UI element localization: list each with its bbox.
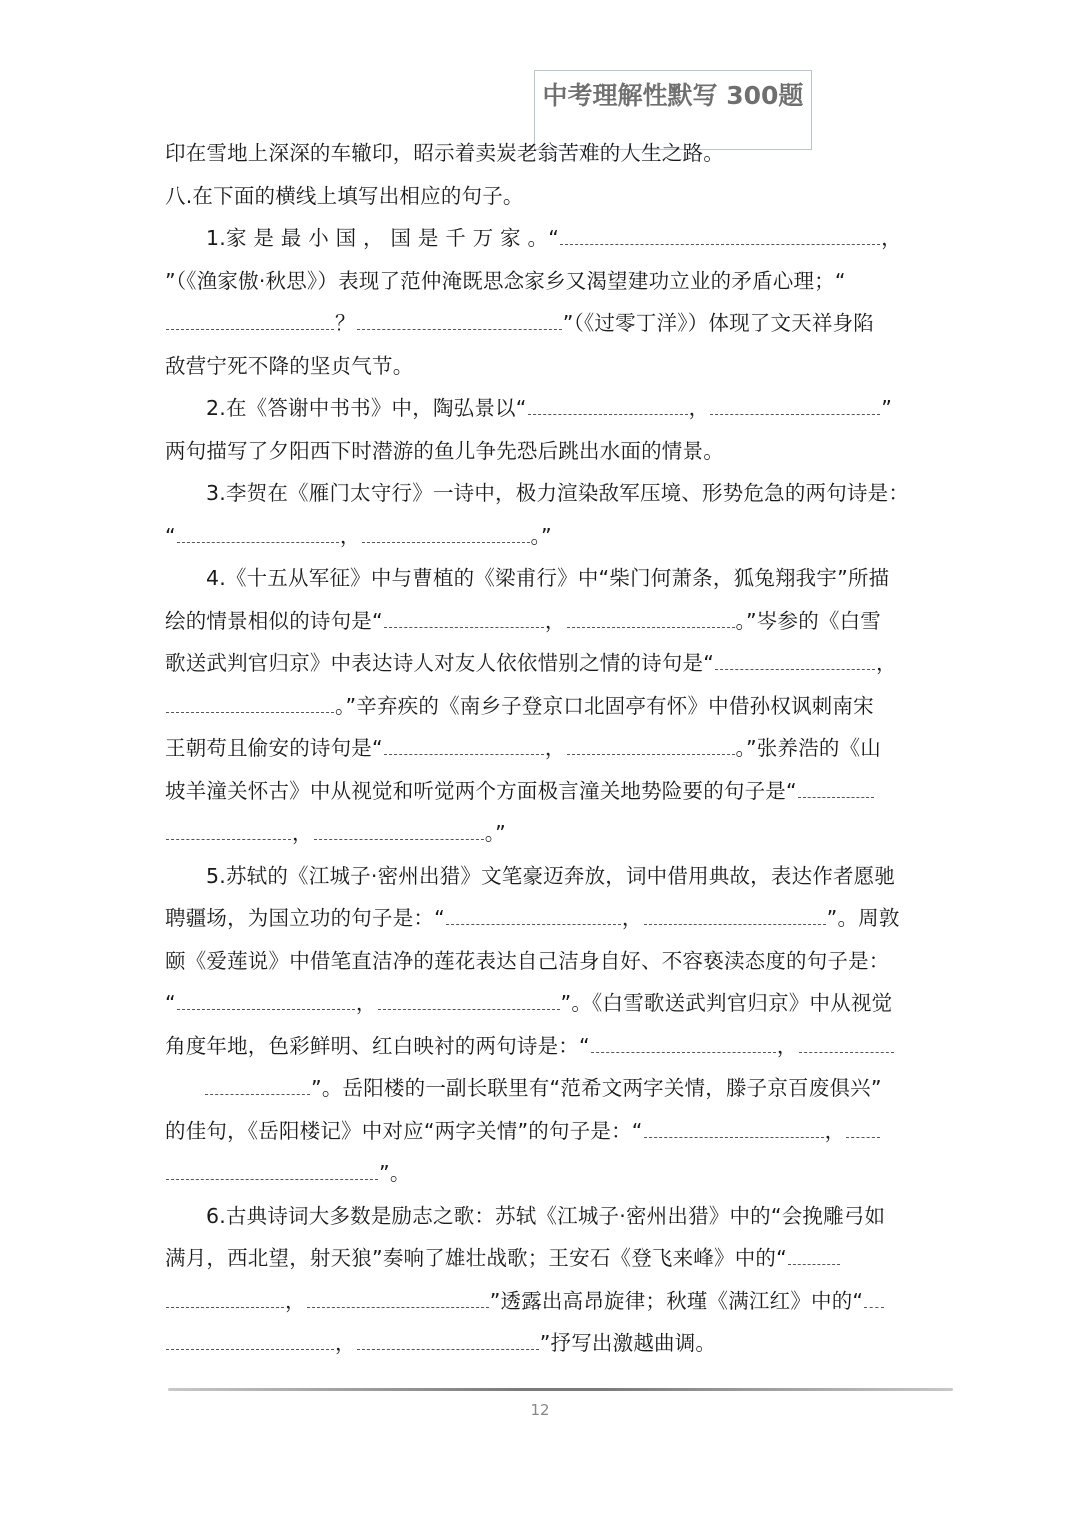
text: 。”辛弃疾的《南乡子登京口北固亭有怀》中借孙权讽刺南宋 <box>335 693 874 718</box>
question-4-line <box>165 642 920 685</box>
answer-blank[interactable] <box>384 732 544 755</box>
text: ”（《渔家傲·秋思》）表现了范仲淹既思念家乡又渴望建功立业的矛盾心理；“ <box>165 268 846 293</box>
text: 。”张养浩的《山 <box>735 736 882 760</box>
text: 绘的情景相似的诗句是“ <box>165 608 383 633</box>
text: ， <box>339 523 361 548</box>
question-4: 4.《十五从军征》中与曹植的《梁甫行》中“柴门何萧条，狐兔翔我宇”所描 <box>206 566 890 590</box>
answer-blank[interactable] <box>591 1030 776 1053</box>
answer-blank[interactable] <box>177 520 339 543</box>
text: ”。 <box>379 1161 411 1185</box>
question-6-line <box>165 1237 920 1280</box>
text: ”。《白雪歌送武判官归京》中从视觉 <box>560 991 893 1015</box>
text: 王朝苟且偷安的诗句是“ <box>165 736 383 760</box>
answer-blank[interactable] <box>378 987 560 1010</box>
question-4-line <box>165 770 920 813</box>
text: ”抒写出激越曲调。 <box>539 1331 717 1355</box>
answer-blank[interactable] <box>357 1327 539 1350</box>
question-1-line <box>165 260 920 303</box>
text: 1.家 是 最 小 国 ， 国 是 千 万 家 。“ <box>206 226 560 250</box>
answer-blank[interactable] <box>166 1327 334 1350</box>
question-5-line <box>165 1152 920 1195</box>
question-5-line <box>165 1110 920 1153</box>
question-5-line: 颐《爱莲说》中借笔直洁净的莲花表达自己洁身自好、不容亵渎态度的句子是： <box>165 948 890 973</box>
answer-blank[interactable] <box>644 902 826 925</box>
text: “ <box>165 991 176 1015</box>
question-1-line: 敌营宁死不降的坚贞气节。 <box>165 353 414 378</box>
text: 。” <box>530 523 552 548</box>
text: ” <box>881 396 893 420</box>
answer-blank[interactable] <box>177 987 355 1010</box>
answer-blank[interactable] <box>362 520 530 543</box>
answer-blank[interactable] <box>567 732 735 755</box>
question-1-line <box>165 302 920 345</box>
text: ， <box>881 226 902 250</box>
question-5-line <box>165 897 920 940</box>
answer-blank[interactable] <box>357 307 562 330</box>
text: 角度年地，色彩鲜明、红白映衬的两句诗是：“ <box>165 1033 590 1058</box>
answer-blank[interactable] <box>560 222 880 245</box>
text: ， <box>292 821 313 845</box>
answer-blank[interactable] <box>799 1030 894 1053</box>
question-5-line <box>165 1025 920 1068</box>
text: ， <box>876 651 897 675</box>
answer-blank[interactable] <box>715 647 875 670</box>
question-4-line <box>165 685 920 728</box>
answer-blank[interactable] <box>788 1242 840 1265</box>
document-body <box>165 132 920 1365</box>
answer-blank[interactable] <box>446 902 621 925</box>
text: ， <box>335 1331 356 1355</box>
page-number: 12 <box>530 1401 550 1419</box>
answer-blank[interactable] <box>166 307 334 330</box>
answer-blank[interactable] <box>846 1115 880 1138</box>
answer-blank[interactable] <box>166 817 291 840</box>
question-1 <box>165 217 920 260</box>
section-heading: 八.在下面的横线上填写出相应的句子。 <box>165 183 524 208</box>
answer-blank[interactable] <box>205 1072 310 1095</box>
answer-blank[interactable] <box>710 392 880 415</box>
text: ， <box>285 1288 306 1313</box>
footer-divider <box>168 1388 953 1391</box>
question-6: 6.古典诗词大多数是励志之歌：苏轼《江城子·密州出猎》中的“会挽雕弓如 <box>206 1203 886 1228</box>
text: 歌送武判官归京》中表达诗人对友人依依惜别之情的诗句是“ <box>165 651 715 675</box>
question-5: 5.苏轼的《江城子·密州出猎》文笔豪迈奔放，词中借用典故，表达作者愿驰 <box>206 863 896 888</box>
question-2-line: 两句描写了夕阳西下时潜游的鱼儿争先恐后跳出水面的情景。 <box>165 438 724 463</box>
text: 满月，西北望，射天狼”奏响了雄壮战歌；王安石《登飞来峰》中的“ <box>165 1246 787 1270</box>
question-3-line <box>165 515 920 558</box>
answer-blank[interactable] <box>528 392 688 415</box>
text: ”。周敦 <box>826 906 900 930</box>
text: “ <box>165 523 176 548</box>
question-3: 3.李贺在《雁门太守行》一诗中，极力渲染敌军压境、形势危急的两句诗是： <box>206 481 910 505</box>
text: ”。岳阳楼的一副长联里有“范希文两字关情，滕子京百废俱兴” <box>311 1076 882 1100</box>
text: ”（《过零丁洋》）体现了文天祥身陷 <box>562 311 874 335</box>
answer-blank[interactable] <box>644 1115 824 1138</box>
answer-blank[interactable] <box>567 605 735 628</box>
text: 聘疆场，为国立功的句子是：“ <box>165 906 445 930</box>
text: 。” <box>484 821 506 845</box>
text-line: 印在雪地上深深的车辙印，昭示着卖炭老翁苦难的人生之路。 <box>165 141 724 165</box>
text: ， <box>688 396 710 420</box>
answer-blank[interactable] <box>384 605 544 628</box>
text: ， <box>824 1118 846 1143</box>
answer-blank[interactable] <box>864 1285 884 1308</box>
text: ， <box>544 736 566 760</box>
question-4-line <box>165 812 920 855</box>
answer-blank[interactable] <box>798 775 874 798</box>
text: ， <box>776 1033 798 1058</box>
question-5-line <box>165 982 920 1025</box>
answer-blank[interactable] <box>166 690 334 713</box>
question-5-line <box>165 1067 920 1110</box>
text: ， <box>544 608 566 633</box>
text: 。”岑参的《白雪 <box>735 608 882 633</box>
text: ？ <box>335 311 356 335</box>
header-title: 中考理解性默写 300题 <box>542 81 804 110</box>
answer-blank[interactable] <box>307 1285 489 1308</box>
text: ， <box>355 991 377 1015</box>
question-4-line <box>165 600 920 643</box>
answer-blank[interactable] <box>166 1157 378 1180</box>
question-2 <box>165 387 920 430</box>
text: 的佳句，《岳阳楼记》中对应“两字关情”的句子是：“ <box>165 1118 643 1143</box>
question-6-line <box>165 1280 920 1323</box>
question-4-line <box>165 727 920 770</box>
answer-blank[interactable] <box>314 817 484 840</box>
text: 坡羊潼关怀古》中从视觉和听觉两个方面极言潼关地势险要的句子是“ <box>165 778 797 803</box>
text: ”透露出高昂旋律；秋瑾《满江红》中的“ <box>489 1288 864 1313</box>
text: ， <box>621 906 643 930</box>
text: 2.在《答谢中书书》中，陶弘景以“ <box>206 396 527 420</box>
answer-blank[interactable] <box>166 1285 284 1308</box>
question-6-line <box>165 1322 920 1365</box>
